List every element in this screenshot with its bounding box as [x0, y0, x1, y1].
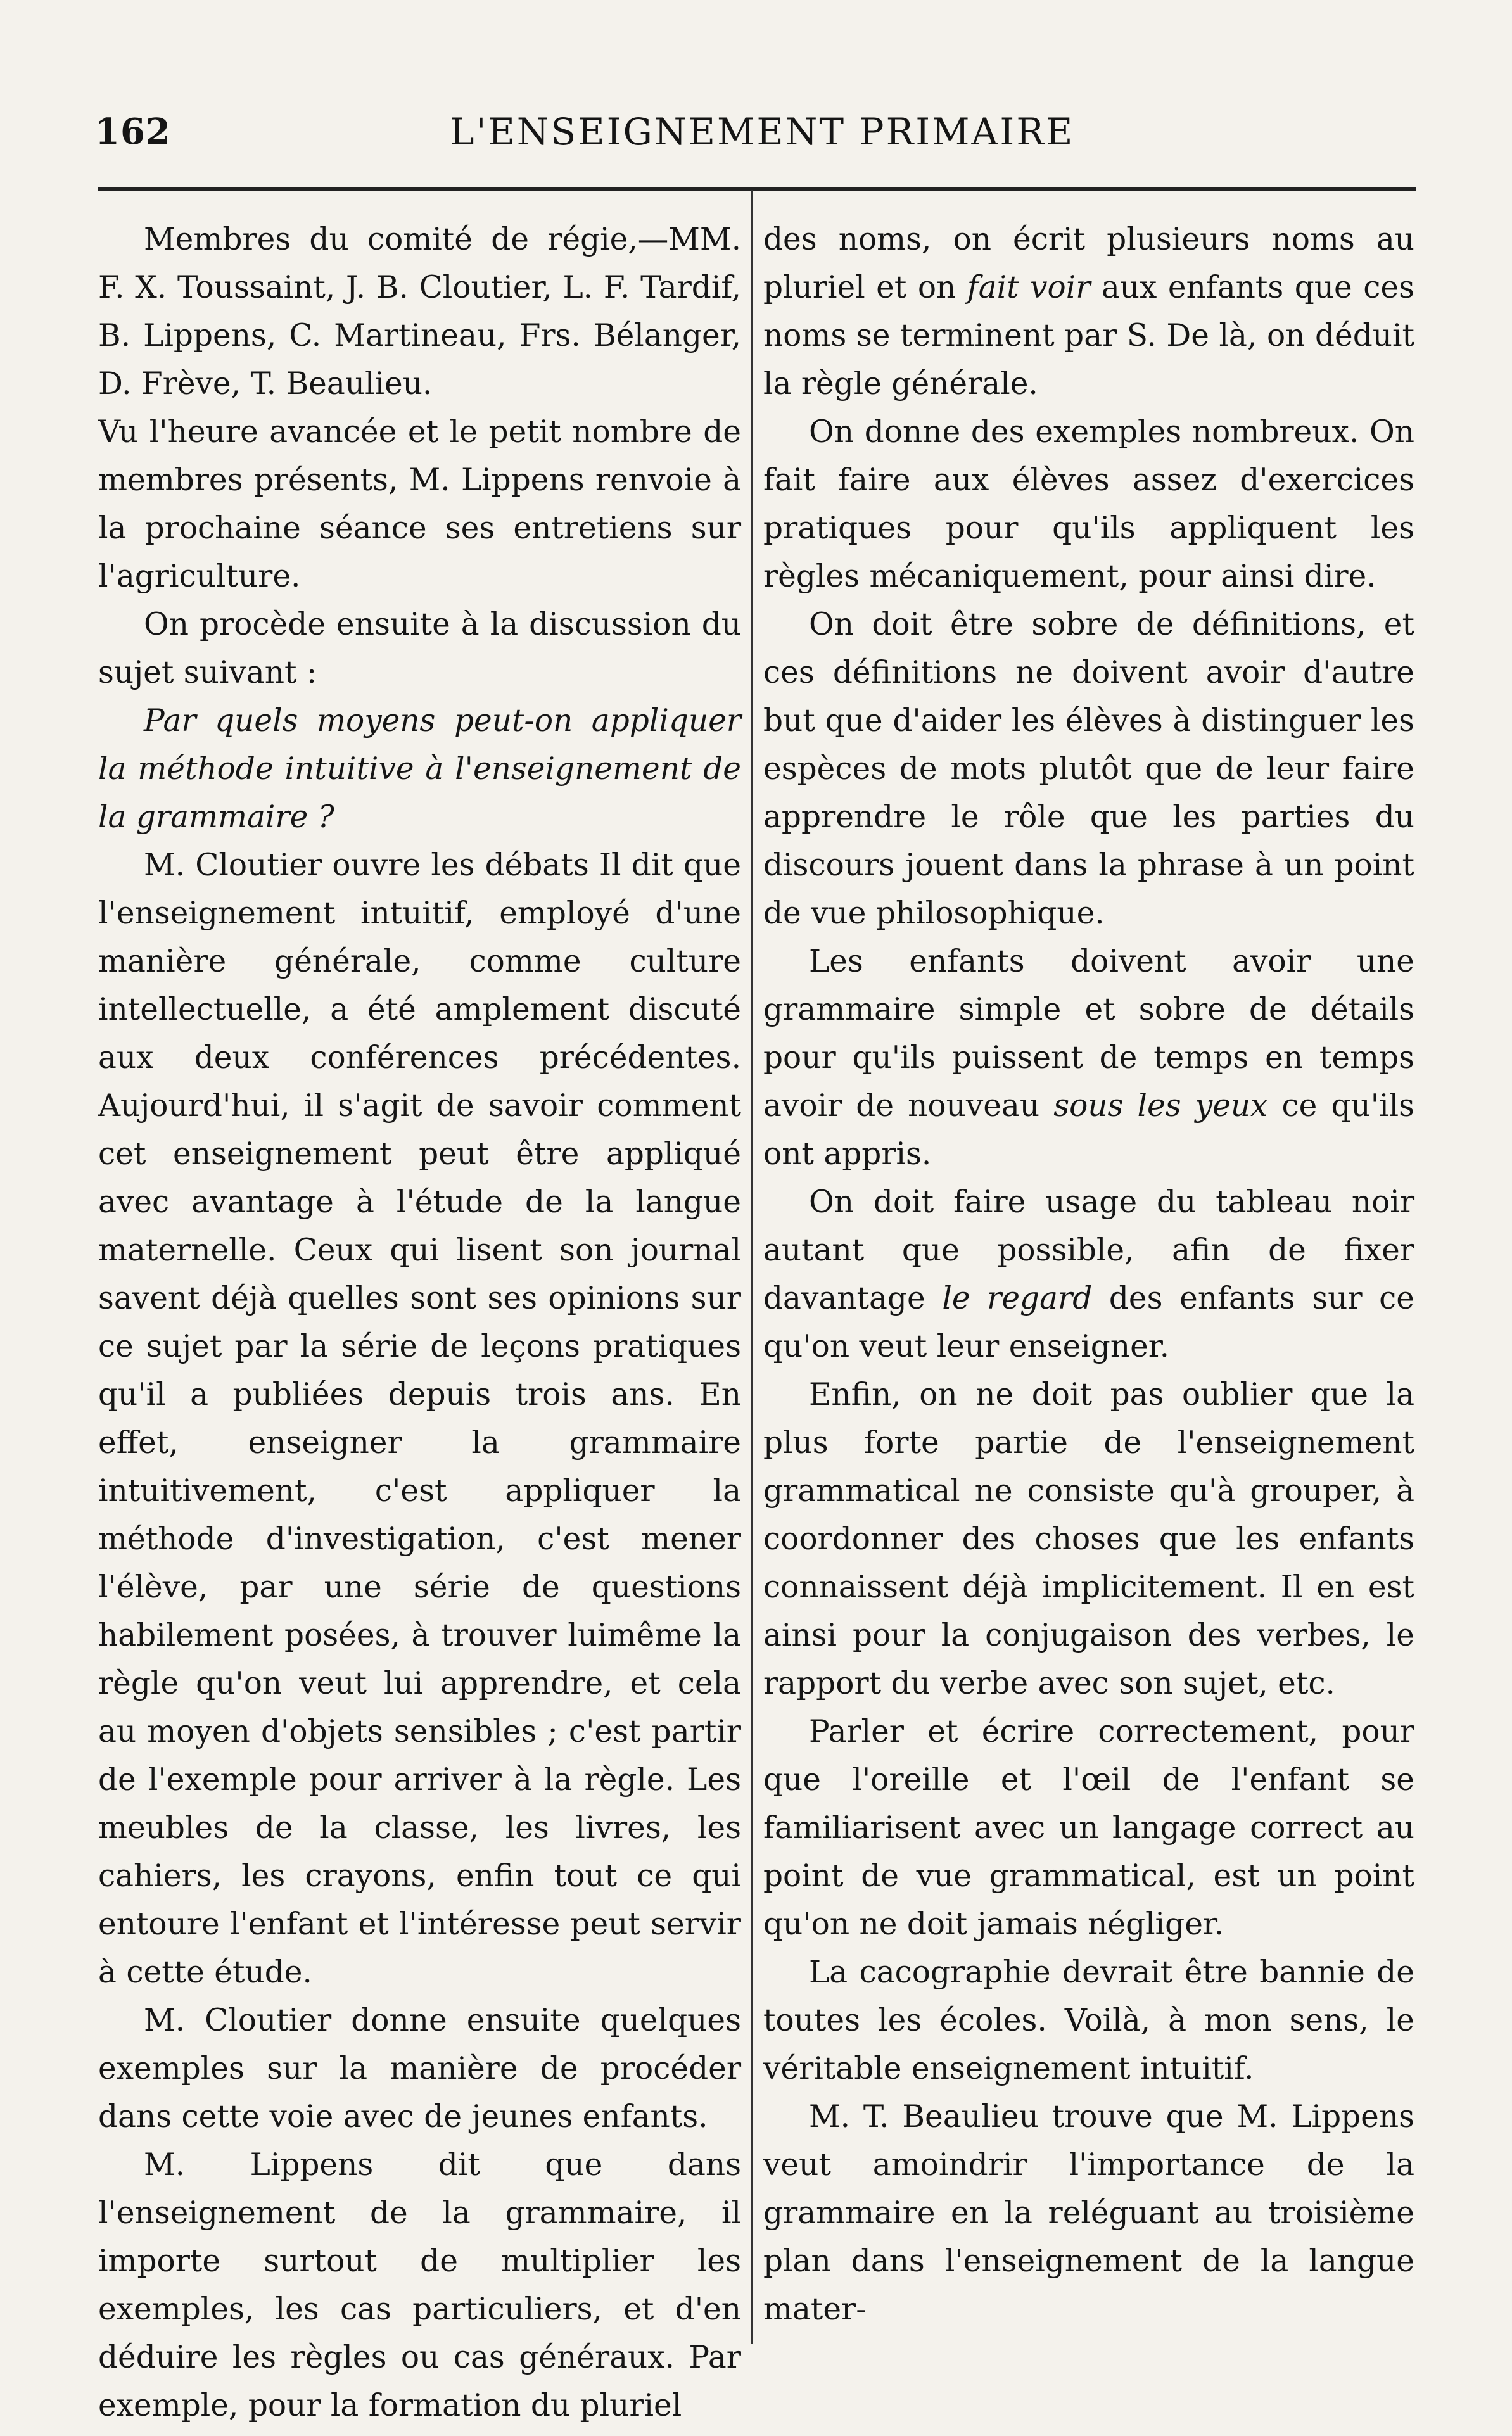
- text-run: ce qu'ils ont appris.: [763, 1088, 1414, 1172]
- right-column: [763, 215, 1414, 2333]
- speaking-writing-paragraph: Parler et écrire correctement, pour que l'oreille et l'œil de l'enfant se familiarisent avec un langage correct au point de vue grammatical, est un point qu'on ne doit jamais négliger.: [763, 1714, 1414, 1942]
- text-run: On doit faire usage du tableau noir autant que possible, afin de fixer davantage: [763, 1184, 1414, 1316]
- page-header: [95, 106, 1413, 157]
- implicit-knowledge-paragraph: Enfin, on ne doit pas oublier que la plus forte partie de l'enseignement grammatical ne consiste qu'à grouper, à coordonner des choses que les enfants connaissent déjà implicitement. Il en est ainsi pour la conjugaison des verbes, le rapport du verbe avec son sujet, etc.: [763, 1377, 1414, 1701]
- lippens-paragraph: M. Lippens dit que dans l'enseignement de la grammaire, il importe surtout de multiplier les exemples, les cas particuliers, et d'en déduire les règles ou cas généraux. Par exemple, pour la formation du pluriel: [98, 2147, 741, 2423]
- text-run: des enfants sur ce qu'on veut leur enseigner.: [763, 1281, 1415, 1364]
- beaulieu-paragraph: M. T. Beaulieu trouve que M. Lippens veut amoindrir l'importance de la grammaire en la reléguant au troisième plan dans l'enseignement de la langue mater-: [763, 2099, 1414, 2327]
- committee-paragraph: Membres du comité de régie,—MM. F. X. Toussaint, J. B. Cloutier, L. F. Tardif, B. Lippens, C. Martineau, Frs. Bélanger, D. Frève, T. Beaulieu.: [98, 222, 741, 402]
- text-run: Les enfants doivent avoir une grammaire simple et sobre de détails pour qu'ils puissent de temps en temps avoir de nouveau: [763, 944, 1414, 1124]
- italic-run: le regard: [942, 1281, 1093, 1316]
- text-run: aux enfants que ces noms se terminent par S. De là, on déduit la règle générale.: [763, 270, 1414, 402]
- running-title: L'ENSEIGNEMENT PRIMAIRE: [450, 110, 1075, 153]
- page-number: 162: [95, 111, 171, 153]
- plural-paragraph: [763, 215, 1414, 408]
- cloutier-paragraph: M. Cloutier ouvre les débats Il dit que l'enseignement intuitif, employé d'une manière générale, comme culture intellectuelle, a été amplement discuté aux deux conférences précédentes. Aujourd'hui, il s'agit de savoir comment cet enseignement peut être appliqué avec avantage à l'étude de la langue maternelle. Ceux qui lisent son journal savent déjà quelles sont ses opinions sur ce sujet par la série de leçons pratiques qu'il a publiées depuis trois ans. En effet, enseigner la grammaire intuitivement, c'est appliquer la méthode d'investigation, c'est mener l'élève, par une série de questions habilement posées, à trouver luimême la règle qu'on veut lui apprendre, et cela au moyen d'objets sensibles ; c'est partir de l'exemple pour arriver à la règle. Les meubles de la classe, les livres, les cahiers, les crayons, enfin tout ce qui entoure l'enfant et l'intéresse peut servir à cette étude.: [98, 847, 741, 1990]
- definitions-paragraph: On doit être sobre de définitions, et ces définitions ne doivent avoir d'autre but que d'aider les élèves à distinguer les espèces de mots plutôt que de leur faire apprendre le rôle que les parties du discours jouent dans la phrase à un point de vue philosophique.: [763, 607, 1414, 931]
- blackboard-paragraph: [763, 1178, 1414, 1371]
- column-divider: [751, 190, 753, 2344]
- italic-run: sous les yeux: [1053, 1088, 1268, 1124]
- discussion-question: Par quels moyens peut-on appliquer la méthode intuitive à l'enseignement de la grammaire ?: [98, 703, 741, 835]
- italic-run: fait voir: [967, 270, 1091, 305]
- text-run: des noms, on écrit plusieurs noms au pluriel et on: [763, 222, 1414, 305]
- cloutier-examples-paragraph: M. Cloutier donne ensuite quelques exemples sur la manière de procéder dans cette voie avec de jeunes enfants.: [98, 2003, 741, 2135]
- discussion-intro-paragraph: On procède ensuite à la discussion du sujet suivant :: [98, 607, 741, 690]
- grammar-book-paragraph: [763, 937, 1414, 1178]
- examples-paragraph: On donne des exemples nombreux. On fait faire aux élèves assez d'exercices pratiques pour qu'ils appliquent les règles mécaniquement, pour ainsi dire.: [763, 414, 1414, 594]
- left-column: [98, 215, 741, 2430]
- header-rule: [98, 187, 1416, 191]
- adjournment-paragraph: Vu l'heure avancée et le petit nombre de membres présents, M. Lippens renvoie à la prochaine séance ses entretiens sur l'agriculture.: [98, 414, 741, 594]
- cacography-paragraph: La cacographie devrait être bannie de toutes les écoles. Voilà, à mon sens, le véritable enseignement intuitif.: [763, 1955, 1414, 2086]
